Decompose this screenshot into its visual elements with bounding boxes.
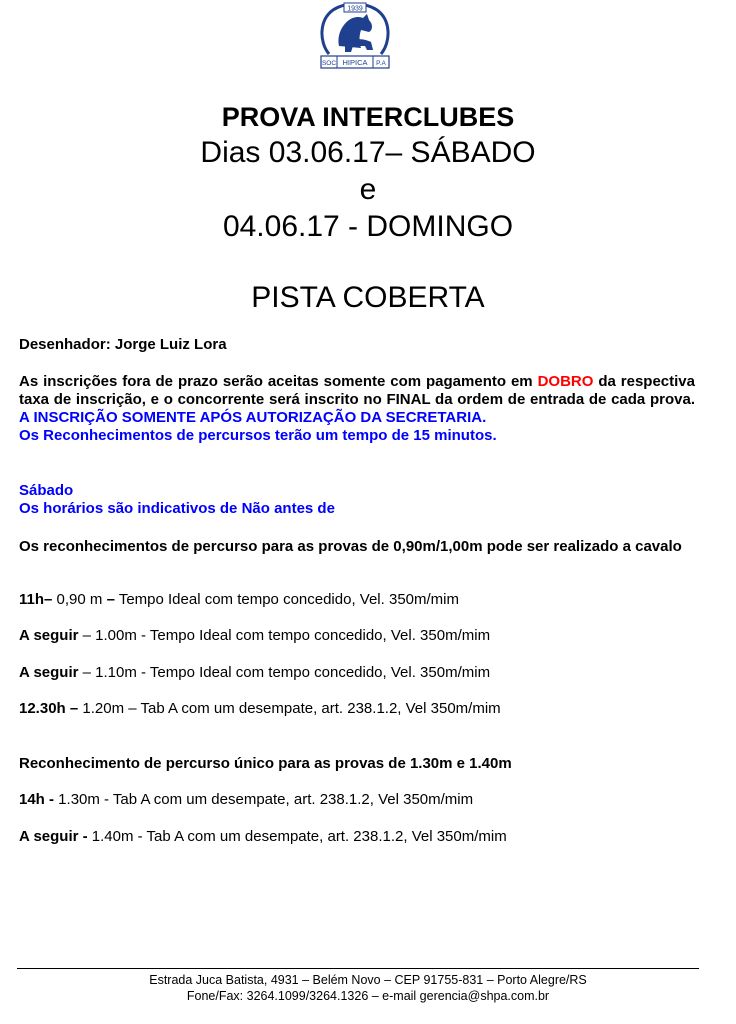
event-row xyxy=(19,791,473,808)
course-walk-time-notice: Os Reconhecimentos de percursos terão um tempo de 15 minutos. xyxy=(19,427,497,444)
logo-center-text: HIPICA xyxy=(342,58,368,67)
dates-line-2: 04.06.17 - DOMINGO xyxy=(222,210,514,243)
venue-title: PISTA COBERTA xyxy=(251,281,485,314)
walk-note: Os reconhecimentos de percurso para as provas de 0,90m/1,00m pode ser realizado a cavalo xyxy=(19,538,682,555)
event-time: A seguir xyxy=(19,627,79,644)
event-row xyxy=(19,700,501,717)
event-desc: 1.40m - Tab A com um desempate, art. 238.1.2, Vel 350m/mim xyxy=(87,828,507,845)
event-time: A seguir xyxy=(19,664,79,681)
event-row xyxy=(19,664,490,681)
event-desc: Tempo Ideal com tempo concedido, Vel. 350m/mim xyxy=(114,591,459,608)
late-entry-notice xyxy=(19,373,695,445)
page-title: PROVA INTERCLUBES xyxy=(221,102,515,132)
event-desc: 1.30m - Tab A com um desempate, art. 238.1.2, Vel 350m/mim xyxy=(54,791,474,808)
saturday-label: Sábado xyxy=(19,482,74,499)
saturday-block xyxy=(19,482,695,518)
footer-contact: Fone/Fax: 3264.1099/3264.1326 – e-mail gerencia@shpa.com.br xyxy=(186,989,550,1003)
footer-address: Estrada Juca Batista, 4931 – Belém Novo – CEP 91755-831 – Porto Alegre/RS xyxy=(149,973,587,987)
event-time: 12.30h – xyxy=(19,700,79,717)
footer-divider xyxy=(17,968,699,969)
footer xyxy=(0,972,736,1004)
dobro-highlight: DOBRO xyxy=(537,373,594,390)
event-desc: – 1.00m - Tempo Ideal com tempo concedido, Vel. 350m/mim xyxy=(78,627,491,644)
title-block xyxy=(0,100,736,316)
horse-body-icon xyxy=(345,39,373,52)
event-desc: 1.20m – Tab A com um desempate, art. 238.1.2, Vel 350m/mim xyxy=(78,700,501,717)
event-row xyxy=(19,591,459,608)
logo-left-text: SOC xyxy=(321,60,337,67)
event-row xyxy=(19,627,490,644)
authorization-notice: A INSCRIÇÃO SOMENTE APÓS AUTORIZAÇÃO DA SECRETARIA. xyxy=(19,409,487,426)
dates-line-1: Dias 03.06.17– SÁBADO xyxy=(200,136,536,169)
schedule-note: Os horários são indicativos de Não antes de xyxy=(19,500,335,517)
club-logo xyxy=(315,2,395,72)
event-time: 14h - xyxy=(19,791,55,808)
designer-line: Desenhador: Jorge Luiz Lora xyxy=(19,336,227,353)
notice-text-2: da respectiva taxa de inscrição, e o concorrente será inscrito no FINAL da ordem de entrada de cada prova. xyxy=(19,373,695,408)
logo-year: 1939 xyxy=(347,5,363,13)
dates-and: e xyxy=(359,173,377,206)
single-walk-note: Reconhecimento de percurso único para as provas de 1.30m e 1.40m xyxy=(19,755,512,772)
event-time: A seguir - xyxy=(19,828,88,845)
logo-right-text: P.A xyxy=(376,60,386,67)
event-time: 11h– xyxy=(19,591,53,608)
event-dash: – xyxy=(106,591,115,608)
event-row xyxy=(19,828,507,845)
event-height: 0,90 m xyxy=(52,591,107,608)
notice-text-1: As inscrições fora de prazo serão aceitas somente com pagamento em xyxy=(19,373,538,390)
event-desc: – 1.10m - Tempo Ideal com tempo concedido, Vel. 350m/mim xyxy=(78,664,491,681)
